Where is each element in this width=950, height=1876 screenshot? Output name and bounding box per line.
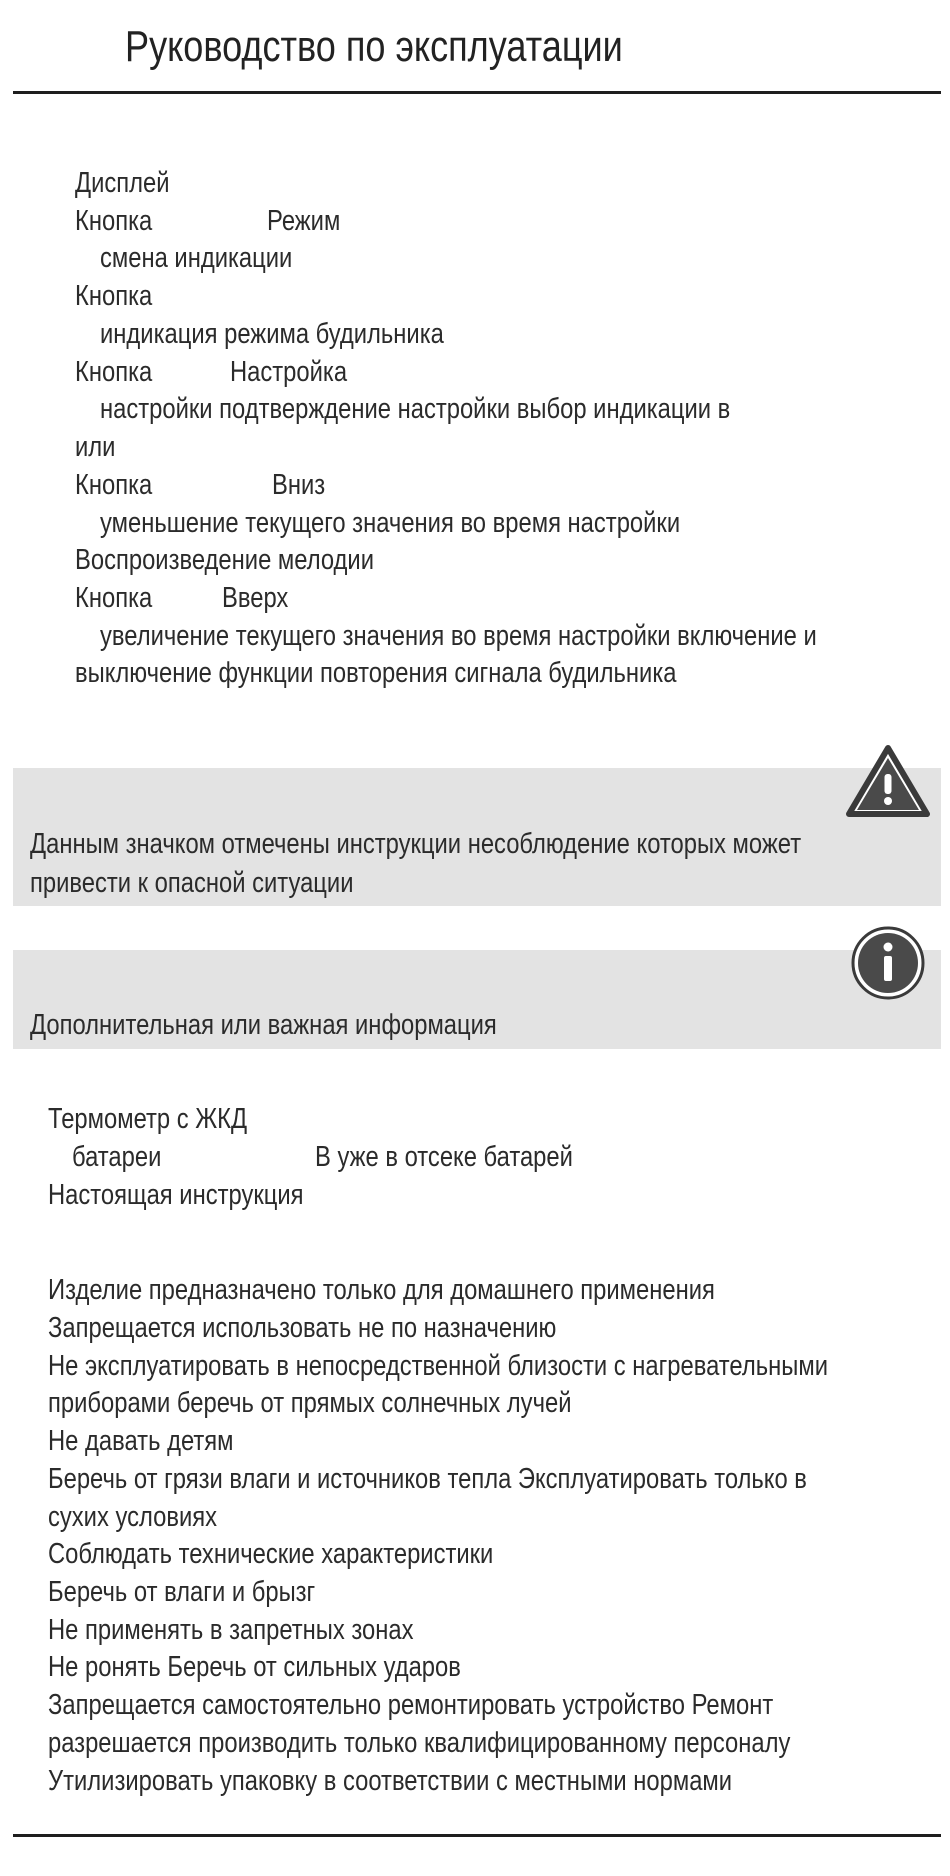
bottom-divider — [13, 1834, 941, 1837]
up-button-name: Вверх — [222, 582, 289, 614]
warning-triangle-icon — [845, 744, 931, 820]
safety-line: Соблюдать технические характеристики — [48, 1538, 494, 1570]
safety-line: Не применять в запретных зонах — [48, 1614, 414, 1646]
display-label: Дисплей — [75, 167, 170, 199]
mode-button-name: Режим — [267, 205, 341, 237]
info-circle-icon — [851, 926, 925, 1000]
safety-line: разрешается производить только квалифицированному персоналу — [48, 1727, 791, 1759]
up-button-desc-cont: выключение функции повторения сигнала будильника — [75, 657, 677, 689]
down-button-desc: уменьшение текущего значения во время настройки — [100, 507, 681, 539]
safety-line: Не ронять Беречь от сильных ударов — [48, 1651, 461, 1683]
safety-line: Беречь от грязи влаги и источников тепла Эксплуатировать только в — [48, 1463, 807, 1495]
safety-line: Не эксплуатировать в непосредственной близости с нагревательными — [48, 1350, 828, 1382]
down-button-name: Вниз — [272, 469, 326, 501]
safety-line: Запрещается самостоятельно ремонтировать устройство Ремонт — [48, 1689, 774, 1721]
info-text-line1: Дополнительная или важная информация — [30, 1009, 497, 1041]
package-item-batteries-note: В уже в отсеке батарей — [315, 1141, 573, 1173]
settings-button-desc: настройки подтверждение настройки выбор индикации в — [100, 393, 731, 425]
down-button-label: Кнопка — [75, 469, 153, 501]
top-divider — [13, 91, 941, 94]
mode-button-desc: смена индикации — [100, 242, 293, 274]
warning-text-line1: Данным значком отмечены инструкции несоблюдение которых может — [30, 828, 802, 860]
safety-line: сухих условиях — [48, 1501, 218, 1533]
safety-line: Запрещается использовать не по назначению — [48, 1312, 557, 1344]
package-item-thermometer: Термометр с ЖКД — [48, 1103, 248, 1135]
package-item-batteries: батареи — [72, 1141, 162, 1173]
alarm-button-label: Кнопка — [75, 280, 153, 312]
alarm-button-desc: индикация режима будильника — [100, 318, 444, 350]
up-button-label: Кнопка — [75, 582, 153, 614]
settings-button-desc-cont: или — [75, 431, 116, 463]
settings-button-label: Кнопка — [75, 356, 153, 388]
safety-line: Не давать детям — [48, 1425, 234, 1457]
safety-line: Утилизировать упаковку в соответствии с местными нормами — [48, 1765, 733, 1797]
settings-button-name: Настройка — [230, 356, 348, 388]
mode-button-label: Кнопка — [75, 205, 153, 237]
page-title: Руководство по эксплуатации — [125, 22, 623, 71]
up-button-desc: увеличение текущего значения во время настройки включение и — [100, 620, 817, 652]
safety-line: Беречь от влаги и брызг — [48, 1576, 316, 1608]
warning-text-line2: привести к опасной ситуации — [30, 867, 354, 899]
package-item-manual: Настоящая инструкция — [48, 1179, 304, 1211]
melody-label: Воспроизведение мелодии — [75, 544, 374, 576]
safety-line: Изделие предназначено только для домашнего применения — [48, 1274, 715, 1306]
safety-line: приборами беречь от прямых солнечных лучей — [48, 1387, 572, 1419]
